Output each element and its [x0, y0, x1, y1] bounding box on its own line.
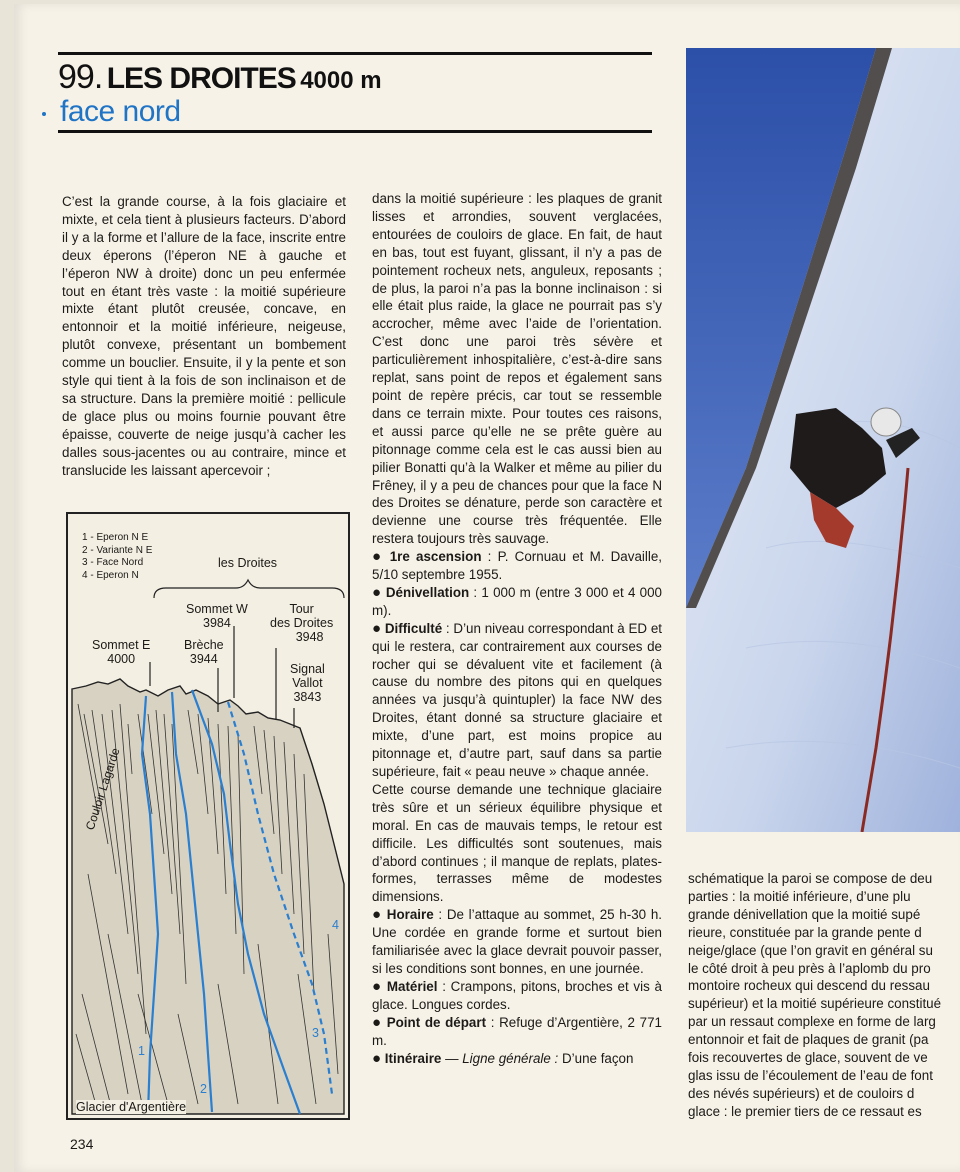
signal-name-2: Vallot	[292, 676, 323, 690]
denivellation-text: : 1 000 m (entre 3 000 et 4 000 m).	[372, 584, 663, 618]
itineraire-text: D’une façon	[558, 1050, 634, 1066]
depart-item	[372, 1014, 662, 1050]
col3-line: le côté droit à peu près à l’aplomb du pro	[688, 960, 931, 976]
tour-name-2: des Droites	[270, 616, 334, 630]
sommet-e-name: Sommet E	[92, 638, 151, 652]
route-diagram	[66, 512, 350, 1120]
col3-line: glas issu de l’écoulement de l’eau de font	[688, 1067, 933, 1083]
sommet-w-name: Sommet W	[186, 602, 248, 616]
route-number-4: 4	[332, 918, 339, 932]
route-number-3: 3	[312, 1026, 319, 1040]
signal-altitude: 3843	[293, 690, 322, 704]
bullet-icon: ●	[372, 548, 384, 566]
col3-line: parties : la moitié inférieure, d’une plu	[688, 888, 911, 904]
route-number: 99.	[58, 58, 103, 96]
itineraire-label: Itinéraire	[384, 1050, 442, 1066]
materiel-text: : Crampons, pitons, broches et vis à glace. Longues cordes.	[372, 978, 662, 1012]
itineraire-dash: —	[441, 1050, 463, 1066]
intro-paragraph: C’est la grande course, à la fois glaciaire et mixte, et cela tient à plusieurs facteurs. D’abord il y a la forme et l’allure de la face, inscrite entre deux éperons (l’éperon NE à gauche et l’éperon NW à droite) donc un peu enfermée tout en étant très vaste : la moitié supérieure mixte étant plutôt creusée, concave, en entonnoir et la moitié inférieure, neigeuse, plutôt convexe, présentant un bombement comme un bouclier. Ensuite, il y la pente et son style qui tient à la fois de son inclinaison et de sa structure. Dans la première moitié : pellicule de glace plus ou moins fournie pouvant être épaisse, couverte de neige jusqu’à cacher les dalles sous-jacentes ou au contraire, mince et translucide les laissant apercevoir ;	[62, 194, 346, 478]
text-column-2	[372, 190, 662, 1067]
signal-name: Signal	[290, 662, 325, 676]
bullet-icon: ●	[372, 977, 383, 995]
col3-line: schématique la paroi se compose de deu	[688, 871, 933, 886]
climber-photo	[686, 48, 960, 832]
page-number: 234	[70, 1136, 94, 1152]
horaire-text: : De l’attaque au sommet, 25 h-30 h. Une cordée en grande forme et surtout bien familiarisée avec la glace devrait pouvoir passer, si les conditions sont bonnes, en une journée.	[372, 907, 662, 976]
legend-item: 2 - Variante N E	[82, 544, 153, 556]
materiel-item	[372, 978, 662, 1014]
diagram-legend	[82, 532, 152, 582]
col3-line: montoire rocheux qui descend du ressau	[688, 978, 930, 994]
legend-item: 1 - Eperon N E	[82, 532, 149, 543]
col3-line: grande dénivellation que la moitié supé	[688, 906, 921, 922]
bullet-icon: ●	[372, 906, 383, 924]
glacier-label: Glacier d'Argentière	[76, 1100, 187, 1114]
paragraph-upper-half: dans la moitié supérieure : les plaques de granit lisses et arrondies, souvent verglacées, entourées de couloirs de glace. En fait, de haut en bas, tout est fuyant, glissant, il n’y a pas de pointement rocheux nets, anguleux, reposants ; de plus, la paroi n’a pas la bonne inclinaison : si elle était plus raide, la glace ne pourrait pas s’y accrocher, même avec l’aide de l’orientation. C’est donc une paroi très sévère et particulièrement inhospitalière, c’est-à-dire sans replat, sans point de repos et également sans point de repère précis, car tout se ressemble dans ce terrain mixte. Pour toutes ces raisons, et aussi parce qu’elle ne se prête guère au pitonnage comme cela est le cas aussi bien au pilier Bonatti qu’à la Walker et même au pilier du Frêney, il y a peu de chances pour que la face N des Droites se dénature, perde son caractère et devienne une course très fréquentée. Elle restera toujours très sauvage.	[372, 191, 662, 547]
les-droites-label: les Droites	[218, 556, 278, 570]
top-rule	[58, 52, 652, 55]
difficulte-item	[372, 620, 662, 781]
bottom-title-rule	[58, 130, 652, 133]
itineraire-item	[372, 1050, 662, 1068]
page-title	[58, 58, 382, 97]
breche-label	[184, 638, 224, 666]
text-column-3	[688, 870, 960, 1121]
tour-label	[270, 602, 333, 644]
les-droites-brace	[154, 580, 344, 598]
breche-name: Brèche	[184, 638, 224, 652]
col3-line: fois recouvertes de glace, souvent de ve	[688, 1050, 928, 1066]
legend-item: 3 - Face Nord	[82, 557, 144, 568]
course-paragraph: Cette course demande une technique glaciaire très sûre et un sérieux équilibre physique et moral. En cas de mauvais temps, le retour est difficile. Les difficultés sont soutenues, mais d’abord continues ; il manque de replats, plates-formes, terrasses même de modestes dimensions.	[372, 781, 662, 905]
depart-label: Point de départ	[386, 1014, 487, 1030]
bullet-icon: ●	[372, 619, 382, 637]
sommet-w-label	[186, 602, 248, 630]
itineraire-italic: Ligne générale :	[462, 1050, 559, 1066]
text-column-1	[62, 193, 346, 480]
col3-line: supérieur) et la moitié supérieure constitué	[688, 996, 942, 1012]
col3-line: glace : le premier tiers de ce ressaut es	[688, 1103, 922, 1119]
materiel-label: Matériel	[386, 978, 438, 994]
horaire-label: Horaire	[386, 907, 434, 923]
breche-altitude: 3944	[189, 652, 218, 666]
ascension-text: : P. Cornuau et M. Davaille, 5/10 septembre 1955.	[372, 549, 662, 583]
bullet-icon: ●	[372, 1049, 382, 1067]
tour-altitude: 3948	[295, 630, 324, 644]
sommet-e-label	[92, 638, 150, 666]
photo-illustration	[686, 48, 960, 832]
sommet-w-altitude: 3984	[203, 616, 231, 630]
col3-line: rieure, constituée par la grande pente d	[688, 924, 922, 940]
difficulte-label: Difficulté	[384, 620, 443, 636]
difficulte-text: : D’un niveau correspondant à ED et qui le restera, car contrairement aux courses de rocher qui se dévaluent vite et facilement (à cause du nombre des pitons qui en quelques années va jusqu’à quintupler) la face NW des Droites, étant donné sa structure glaciaire et mixte, d’une part, est moins propice au pitonnage et, d’autre part, sauf dans sa partie supérieure, fait « peau neuve » chaque année.	[372, 620, 663, 779]
peak-name: LES DROITES	[106, 62, 296, 95]
sommet-e-altitude: 4000	[107, 652, 136, 666]
tour-name: Tour	[289, 602, 314, 616]
col3-line: des névés supérieurs) et de couloirs d	[688, 1085, 915, 1101]
depart-text: : Refuge d’Argentière, 2 771 m.	[372, 1014, 662, 1048]
signal-label	[290, 662, 325, 704]
col3-line: entonnoir et fait de plaques de granit (pa	[688, 1032, 929, 1048]
denivellation-item	[372, 584, 662, 620]
page-subtitle: face nord	[60, 95, 181, 128]
accent-dot	[42, 112, 46, 116]
ascension-item	[372, 548, 662, 584]
route-number-1: 1	[138, 1044, 145, 1058]
bullet-icon: ●	[372, 583, 382, 601]
route-number-2: 2	[200, 1082, 207, 1096]
horaire-item	[372, 906, 662, 978]
couloir-label: Couloir Lagarde	[82, 746, 123, 832]
peak-altitude: 4000 m	[300, 67, 382, 94]
legend-item: 4 - Eperon N	[82, 569, 139, 581]
col3-line: par un ressaut complexe en forme de larg	[688, 1014, 936, 1030]
denivellation-label: Dénivellation	[385, 584, 470, 600]
col3-line: neige/glace (que l’on gravit en général su	[688, 942, 933, 958]
ascension-label: 1re ascension	[389, 549, 482, 565]
bullet-icon: ●	[372, 1013, 383, 1031]
